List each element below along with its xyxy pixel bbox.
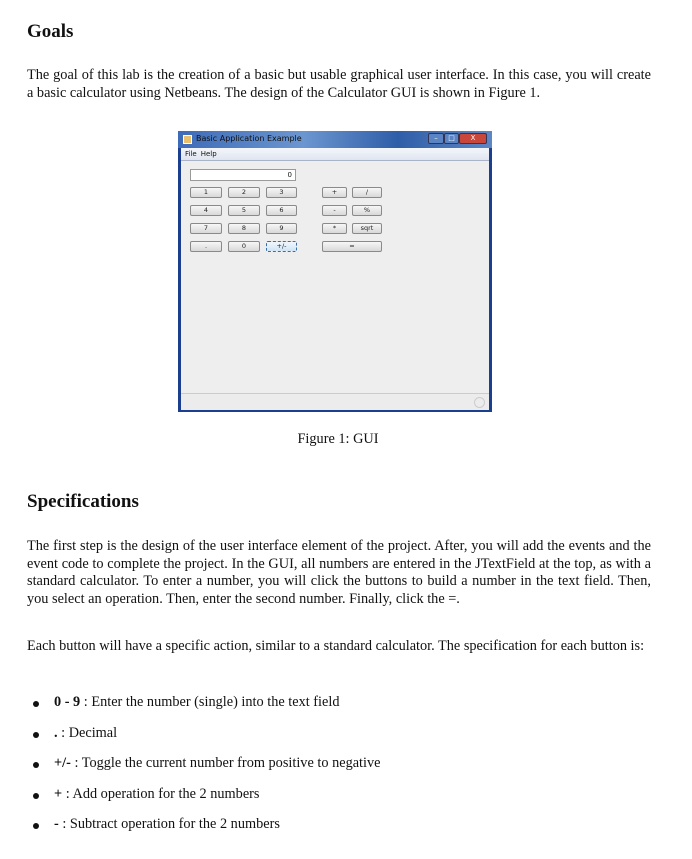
- calc-button: /: [352, 187, 382, 198]
- figure-caption: Figure 1: GUI: [297, 431, 379, 447]
- calc-button: 8: [228, 223, 260, 234]
- list-item: - : Subtract operation for the 2 numbers: [27, 816, 381, 847]
- specifications-heading: Specifications: [27, 491, 139, 512]
- calc-button: -: [322, 205, 347, 216]
- status-bar: [181, 393, 489, 410]
- button-spec-list: [27, 694, 381, 847]
- display-field: 0: [190, 169, 296, 181]
- figure-gui-screenshot: [178, 131, 492, 412]
- goals-heading: Goals: [27, 21, 74, 42]
- calc-button: +/-: [266, 241, 297, 252]
- menu-help: Help: [200, 150, 217, 158]
- list-item: + : Add operation for the 2 numbers: [27, 786, 381, 817]
- calc-button: *: [322, 223, 347, 234]
- title-bar: [178, 131, 492, 148]
- close-icon: X: [459, 133, 487, 144]
- busy-icon: [474, 397, 485, 408]
- list-item: +/- : Toggle the current number from positive to negative: [27, 755, 381, 786]
- goals-paragraph: The goal of this lab is the creation of a basic but usable graphical user interface. In this case, you will create a basic calculator using Netbeans. The design of the Calculator GUI is shown in Figure 1.: [27, 67, 651, 101]
- calculator-panel: [181, 161, 489, 393]
- calc-button: 2: [228, 187, 260, 198]
- minimize-icon: –: [428, 133, 444, 144]
- specs-paragraph-1: The first step is the design of the user interface element of the project. After, you will add the events and the event code to complete the project. In the GUI, all numbers are entered in the JTextField at the top, as with a standard calculator. To enter a number, you will click the buttons to build a number in the text field. Then, you select an operation. Then, enter the second number. Finally, click the =.: [27, 538, 651, 607]
- list-item: 0 - 9 : Enter the number (single) into the text field: [27, 694, 381, 725]
- menu-file: File: [185, 150, 197, 158]
- calc-button: 5: [228, 205, 260, 216]
- calc-button: 4: [190, 205, 222, 216]
- maximize-icon: □: [444, 133, 459, 144]
- calc-button: 7: [190, 223, 222, 234]
- menu-bar: [181, 148, 489, 161]
- calc-button: %: [352, 205, 382, 216]
- list-item: . : Decimal: [27, 725, 381, 756]
- calc-button: 1: [190, 187, 222, 198]
- calc-button: .: [190, 241, 222, 252]
- window-title: Basic Application Example: [196, 134, 302, 143]
- java-icon: [183, 135, 192, 144]
- calc-button: +: [322, 187, 347, 198]
- calc-button: =: [322, 241, 382, 252]
- calc-button: 6: [266, 205, 297, 216]
- calc-button: sqrt: [352, 223, 382, 234]
- calc-button: 0: [228, 241, 260, 252]
- calc-button: 3: [266, 187, 297, 198]
- calc-button: 9: [266, 223, 297, 234]
- specs-paragraph-2: Each button will have a specific action, similar to a standard calculator. The specification for each button is:: [27, 638, 645, 654]
